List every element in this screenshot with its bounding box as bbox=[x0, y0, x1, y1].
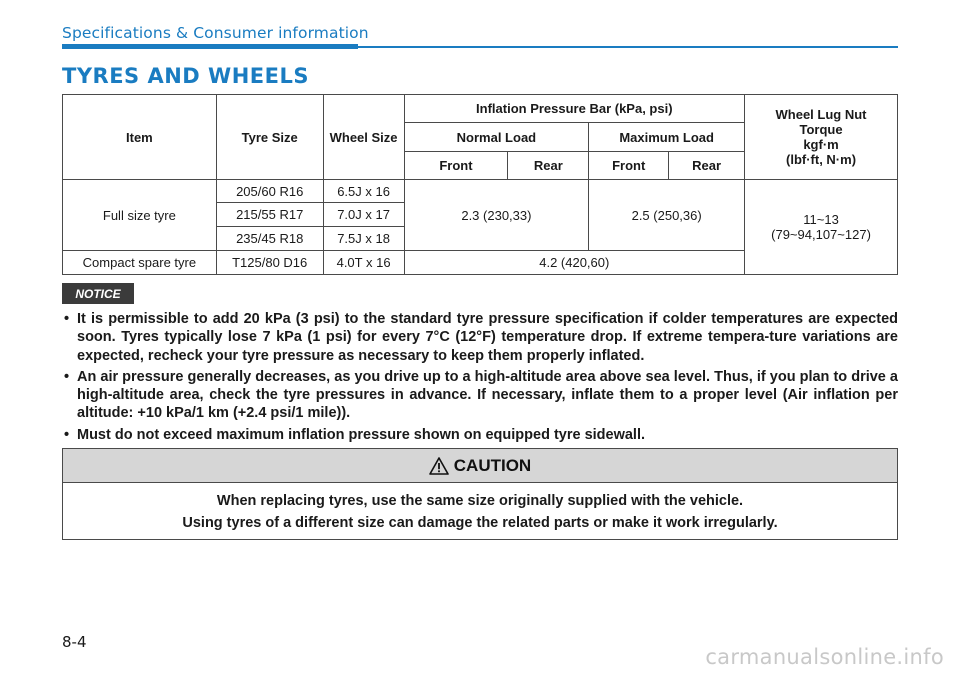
cell-wheel-size: 6.5J x 16 bbox=[323, 180, 404, 203]
page-heading: TYRES AND WHEELS bbox=[62, 64, 309, 88]
notice-text: An air pressure generally decreases, as you drive up to a high-altitude area above sea level. Thus, if you plan to drive a high-altitude area, check the tyre pressures in advance. If necessary, inflate them to a proper level (Air inflation per altitude: +10 kPa/1 km (+2.4 psi/1 mile)). bbox=[77, 368, 898, 422]
cell-torque-value bbox=[745, 180, 898, 275]
cell-wheel-size: 7.5J x 18 bbox=[323, 227, 404, 251]
wheel-lug-line: Torque bbox=[799, 122, 843, 137]
header-normal-front: Front bbox=[404, 152, 508, 180]
header-maximum-front: Front bbox=[589, 152, 669, 180]
list-item bbox=[62, 426, 898, 444]
header-wheel-size: Wheel Size bbox=[323, 95, 404, 180]
wheel-lug-line: (lbf·ft, N·m) bbox=[786, 152, 857, 167]
cell-wheel-size: 7.0J x 17 bbox=[323, 203, 404, 227]
cell-compact-spare-label: Compact spare tyre bbox=[63, 251, 217, 275]
bullet-icon: • bbox=[64, 368, 70, 385]
caution-header bbox=[63, 449, 897, 483]
notice-text: Must do not exceed maximum inflation pressure shown on equipped tyre sidewall. bbox=[77, 426, 646, 443]
header-maximum-load: Maximum Load bbox=[589, 123, 745, 152]
section-rule-thick bbox=[62, 44, 358, 49]
list-item bbox=[62, 310, 898, 365]
watermark: carmanualsonline.info bbox=[705, 645, 944, 669]
table-header-row bbox=[63, 95, 898, 123]
notice-list bbox=[62, 310, 898, 447]
cell-compact-spare-pressure: 4.2 (420,60) bbox=[404, 251, 745, 275]
bullet-icon: • bbox=[64, 426, 70, 443]
header-tyre-size: Tyre Size bbox=[216, 95, 323, 180]
page-number: 8-4 bbox=[62, 633, 87, 651]
section-rule-thin bbox=[358, 46, 898, 48]
warning-triangle-icon bbox=[429, 457, 449, 475]
cell-tyre-size: 205/60 R16 bbox=[216, 180, 323, 203]
torque-line: (79~94,107~127) bbox=[771, 227, 871, 242]
header-item: Item bbox=[63, 95, 217, 180]
bullet-icon: • bbox=[64, 311, 70, 327]
table-row bbox=[63, 180, 898, 203]
wheel-lug-line: kgf·m bbox=[803, 137, 839, 152]
notice-badge: NOTICE bbox=[62, 283, 134, 304]
header-normal-load: Normal Load bbox=[404, 123, 589, 152]
wheel-lug-line: Wheel Lug Nut bbox=[775, 107, 867, 122]
header-inflation-pressure: Inflation Pressure Bar (kPa, psi) bbox=[404, 95, 745, 123]
tyre-spec-table bbox=[62, 94, 898, 275]
cell-tyre-size: 235/45 R18 bbox=[216, 227, 323, 251]
torque-line: 11~13 bbox=[803, 212, 839, 227]
caution-box bbox=[62, 448, 898, 540]
list-item bbox=[62, 368, 898, 423]
caution-body bbox=[63, 483, 897, 534]
section-header bbox=[62, 24, 898, 52]
cell-tyre-size: 215/55 R17 bbox=[216, 203, 323, 227]
caution-line: When replacing tyres, use the same size originally supplied with the vehicle. bbox=[216, 493, 744, 509]
caution-line: Using tyres of a different size can damage the related parts or make it work irregularly. bbox=[182, 515, 778, 531]
header-wheel-lug-torque bbox=[745, 95, 898, 180]
header-maximum-rear: Rear bbox=[669, 152, 745, 180]
cell-wheel-size: 4.0T x 16 bbox=[323, 251, 404, 275]
cell-full-size-label: Full size tyre bbox=[63, 180, 217, 251]
notice-text: It is permissible to add 20 kPa (3 psi) to the standard tyre pressure specification if colder temperatures are expected soon. Tyres typically lose 7 kPa (1 psi) for every 7°C (12°F) temperature drop. If extreme tempera-ture variations are expected, recheck your tyre pressure as necessary to keep them properly inflated. bbox=[77, 311, 898, 364]
caution-title: CAUTION bbox=[453, 455, 532, 475]
cell-maximum-load-pressure: 2.5 (250,36) bbox=[589, 180, 745, 251]
cell-normal-load-pressure: 2.3 (230,33) bbox=[404, 180, 589, 251]
cell-tyre-size: T125/80 D16 bbox=[216, 251, 323, 275]
header-normal-rear: Rear bbox=[508, 152, 589, 180]
section-title: Specifications & Consumer information bbox=[62, 24, 369, 42]
